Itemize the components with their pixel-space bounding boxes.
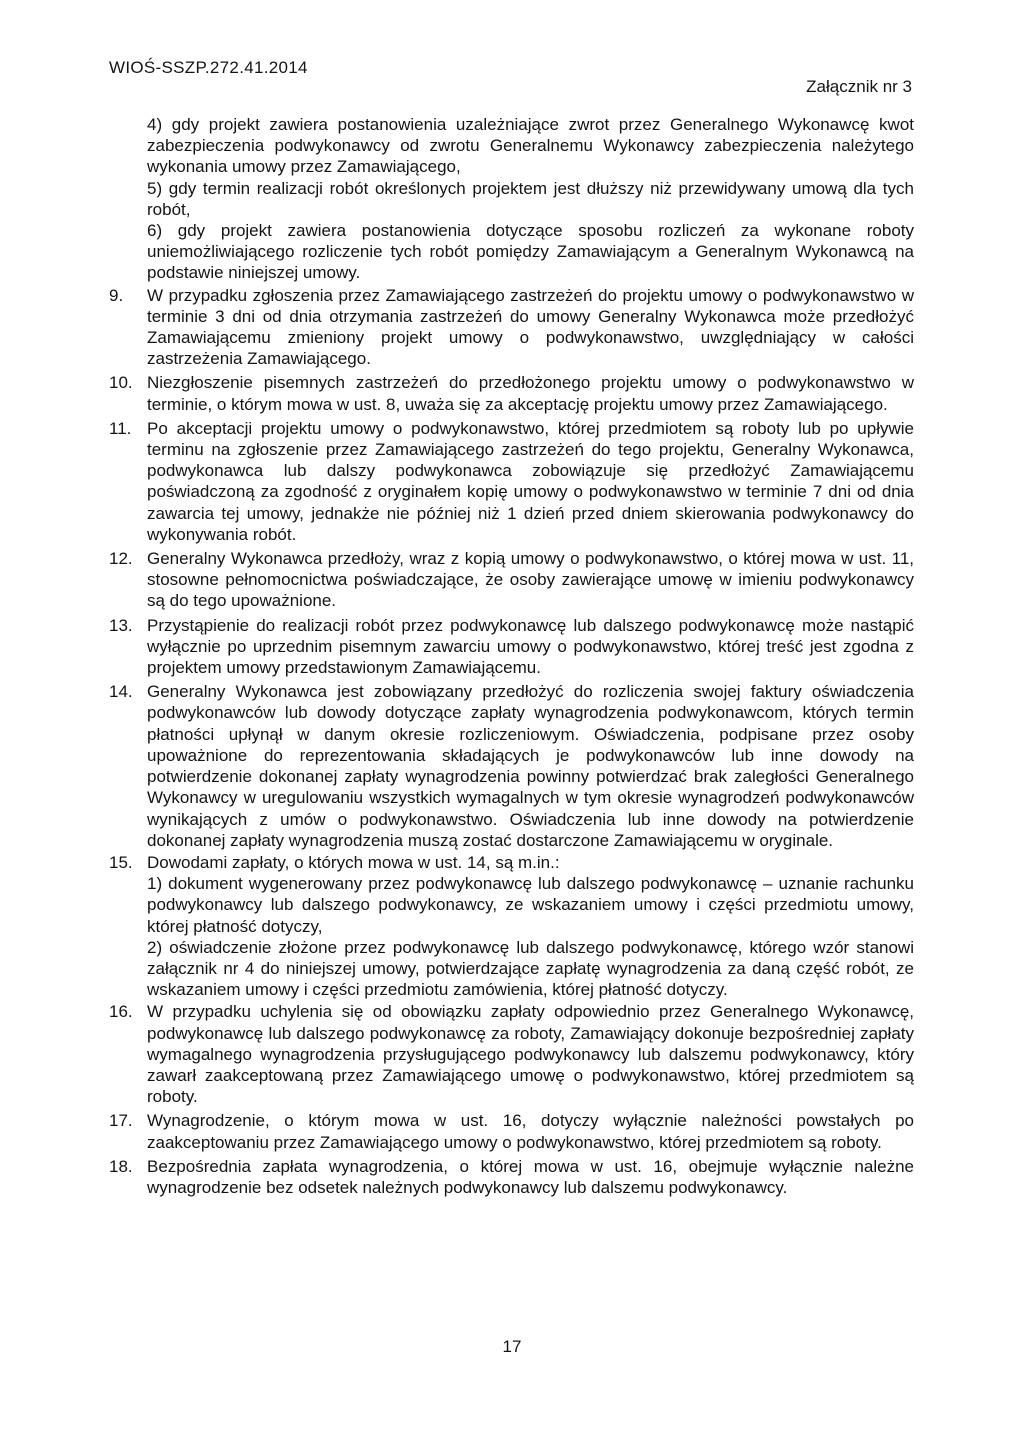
clause-number: 13. bbox=[109, 615, 133, 635]
clause-12 bbox=[109, 548, 914, 612]
clause-text: Dowodami zapłaty, o których mowa w ust. 14, są m.in.: bbox=[147, 852, 560, 872]
clause-text: Po akceptacji projektu umowy o podwykonawstwo, której przedmiotem są roboty lub po upływie terminu na zgłoszenie przez Zamawiającego zastrzeżeń do tego projektu, Generalny Wykonawca, podwykonawca lub dalszy podwykonawca zobowiązuje się przedłożyć Zamawiającemu poświadczoną za zgodność z oryginałem kopię umowy o podwykonawstwo w terminie 7 dni od dnia zawarcia tej umowy, jednakże nie później niż 1 dzień przed dniem skierowania podwykonawcy do wykonywania robót. bbox=[147, 418, 914, 544]
clause-15 bbox=[109, 852, 914, 1000]
clause-number: 12. bbox=[109, 549, 133, 569]
subpoint-6: 6) gdy projekt zawiera postanowienia dotyczące sposobu rozliczeń za wykonane roboty uniemożliwiającego rozliczenie tych robót pomiędzy Zamawiającym a Generalnym Wykonawcą na podstawie niniejszej umowy. bbox=[147, 221, 914, 283]
clause-text: W przypadku zgłoszenia przez Zamawiającego zastrzeżeń do projektu umowy o podwykonawstwo w terminie 3 dni od dnia otrzymania zastrzeżeń do umowy Generalny Wykonawca może przedłożyć Zamawiającemu zmieniony projekt umowy o podwykonawstwo, uwzględniający w całości zastrzeżenia Zamawiającego. bbox=[147, 285, 914, 369]
clause-number: 14. bbox=[109, 682, 133, 702]
annex-label: Załącznik nr 3 bbox=[806, 77, 912, 96]
subpoint-5: 5) gdy termin realizacji robót określonych projektem jest dłuższy niż przewidywany umową dla tych robót, bbox=[147, 178, 914, 219]
clause-number: 16. bbox=[109, 1002, 133, 1022]
page-number: 17 bbox=[502, 1337, 522, 1356]
clause-10 bbox=[109, 372, 914, 414]
clause-number: 17. bbox=[109, 1111, 133, 1131]
clause-number: 10. bbox=[109, 373, 133, 393]
document-body bbox=[109, 114, 914, 1198]
subpoint-4: 4) gdy projekt zawiera postanowienia uzależniające zwrot przez Generalnego Wykonawcę kwot zabezpieczenia podwykonawcy od zwrotu Generalnemu Wykonawcy zabezpieczenia należytego wykonania umowy przez Zamawiającego, bbox=[147, 115, 914, 177]
clause-11 bbox=[109, 418, 914, 545]
clause-16 bbox=[109, 1001, 914, 1107]
clause-text: Wynagrodzenie, o którym mowa w ust. 16, dotyczy wyłącznie należności powstałych po zaakceptowaniu przez Zamawiającego umowy o podwykonawstwo, której przedmiotem są roboty. bbox=[147, 1111, 914, 1152]
clause-9 bbox=[109, 285, 914, 370]
clause-text: Generalny Wykonawca jest zobowiązany przedłożyć do rozliczenia swojej faktury oświadczenia podwykonawców lub dowody dotyczące zapłaty wynagrodzenia podwykonawcom, których termin płatności upłynął w danym okresie rozliczeniowym. Oświadczenia, podpisane przez osoby upoważnione do reprezentowania składających je podwykonawców lub inne dowody na potwierdzenie dokonanej zapłaty wynagrodzenia powinny potwierdzać brak zaległości Generalnego Wykonawcy w uregulowaniu wszystkich wymagalnych w tym okresie wynagrodzeń podwykonawców wynikających z umów o podwykonawstwo. Oświadczenia lub inne dowody na potwierdzenie dokonanej zapłaty wynagrodzenia muszą zostać dostarczone Zamawiającemu w oryginale. bbox=[147, 682, 914, 850]
clause-14 bbox=[109, 681, 914, 851]
clause-text: Bezpośrednia zapłata wynagrodzenia, o której mowa w ust. 16, obejmuje wyłącznie należne wynagrodzenie bez odsetek należnych podwykonawcy lub dalszemu podwykonawcy. bbox=[147, 1156, 914, 1197]
clause-text: Przystąpienie do realizacji robót przez podwykonawcę lub dalszego podwykonawcę może nastąpić wyłącznie po uprzednim pisemnym zawarciu umowy o podwykonawstwo, której treść jest zgodna z projektem umowy przedstawionym Zamawiającemu. bbox=[147, 615, 914, 678]
clause-number: 9. bbox=[109, 285, 124, 305]
clause-13 bbox=[109, 615, 914, 679]
clause-number: 15. bbox=[109, 852, 133, 872]
clause-text: Niezgłoszenie pisemnych zastrzeżeń do przedłożonego projektu umowy o podwykonawstwo w terminie, o którym mowa w ust. 8, uważa się za akceptację projektu umowy przez Zamawiającego. bbox=[147, 373, 914, 414]
proof-subpoint-1: 1) dokument wygenerowany przez podwykonawcę lub dalszego podwykonawcę – uznanie rachunku podwykonawcy lub dalszego podwykonawcy, ze wskazaniem umowy i części przedmiotu umowy, której płatność dotyczy, bbox=[147, 874, 914, 936]
proof-subpoint-2: 2) oświadczenie złożone przez podwykonawcę lub dalszego podwykonawcę, którego wzór stanowi załącznik nr 4 do niniejszej umowy, potwierdzające zapłatę wynagrodzenia za daną część robót, ze wskazaniem umowy i części przedmiotu zamówienia, której płatność dotyczy. bbox=[147, 937, 914, 1000]
clause-text: Generalny Wykonawca przedłoży, wraz z kopią umowy o podwykonawstwo, o której mowa w ust. 11, stosowne pełnomocnictwa poświadczające, że osoby zawierające umowę w imieniu podwykonawcy są do tego upoważnione. bbox=[147, 549, 914, 611]
clause-18 bbox=[109, 1156, 914, 1198]
clause-17 bbox=[109, 1110, 914, 1152]
clause-text: W przypadku uchylenia się od obowiązku zapłaty odpowiednio przez Generalnego Wykonawcę, podwykonawcę lub dalszego podwykonawcę za roboty, Zamawiający dokonuje bezpośredniej zapłaty wymagalnego wynagrodzenia przysługującego podwykonawcy lub dalszemu podwykonawcy, który zawarł zaakceptowaną przez Zamawiającego umowę o podwykonawstwo, której przedmiotem są roboty. bbox=[147, 1002, 914, 1107]
clause-number: 11. bbox=[109, 418, 132, 438]
intro-subpoints bbox=[147, 114, 914, 284]
clause-number: 18. bbox=[109, 1156, 133, 1176]
document-reference: WIOŚ-SSZP.272.41.2014 bbox=[109, 58, 308, 77]
